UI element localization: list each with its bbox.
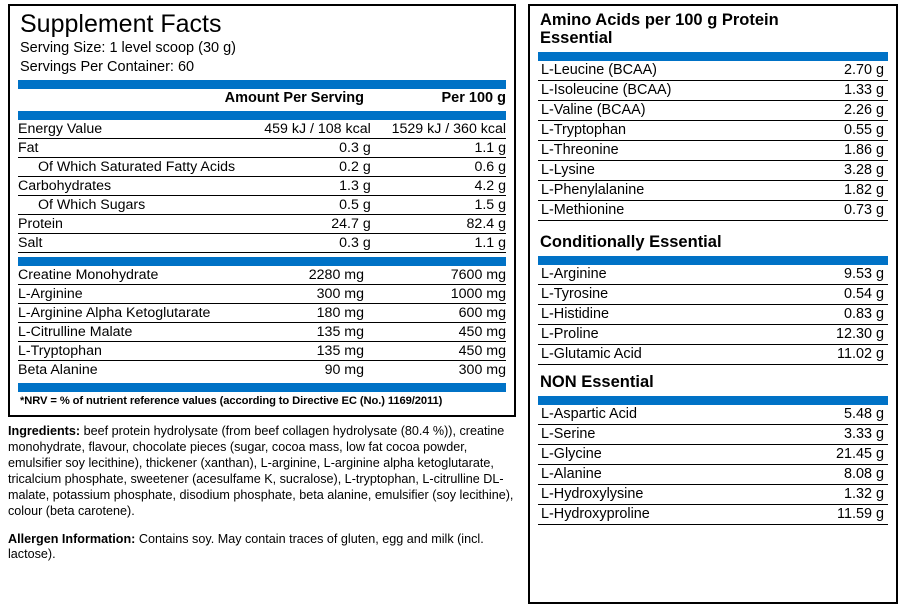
amino-name: L-Aspartic Acid bbox=[538, 405, 789, 425]
amino-value: 1.33 g bbox=[789, 80, 888, 100]
row-per100: 1.5 g bbox=[371, 196, 506, 215]
table-row bbox=[18, 120, 506, 139]
row-amount: 90 mg bbox=[324, 362, 364, 379]
row-amount: 135 mg bbox=[219, 342, 364, 361]
list-item bbox=[538, 140, 888, 160]
amino-value: 0.55 g bbox=[789, 120, 888, 140]
ingredients-text: beef protein hydrolysate (from beef collagen hydrolysate (80.4 %)), creatine monohydrate, flavour, chocolate pieces (sugar, cocoa mass, low fat cocoa powder, emulsifier soy lecithine), thickener (xanthan), L-arginine, L-arginine alpha ketoglutarate, tricalcium phosphate, sweetener (acesulfame K, sucralose), L-tryptophan, L-citrulline DL-malate, potassium phosphate, disodium phosphate, beta alanine, emulsifier (soy lecithine), colour (beta carotene). bbox=[8, 424, 514, 518]
row-name: L-Citrulline Malate bbox=[18, 323, 219, 342]
row-amount: 459 kJ / 108 kcal bbox=[235, 120, 371, 139]
amino-name: L-Proline bbox=[538, 324, 789, 344]
amino-value: 2.70 g bbox=[789, 61, 888, 81]
amino-value: 3.33 g bbox=[789, 424, 888, 444]
divider-bar-bottom bbox=[18, 383, 506, 392]
list-item bbox=[538, 284, 888, 304]
row-per100: 82.4 g bbox=[371, 215, 506, 234]
table-header-row bbox=[18, 89, 506, 107]
list-item bbox=[538, 344, 888, 364]
amino-value: 11.02 g bbox=[789, 344, 888, 364]
conditionally-essential-title: Conditionally Essential bbox=[540, 232, 722, 251]
list-item bbox=[538, 304, 888, 324]
list-item bbox=[538, 80, 888, 100]
row-per100: 7600 mg bbox=[364, 266, 506, 285]
amino-name: L-Phenylalanine bbox=[538, 180, 789, 200]
amino-value: 12.30 g bbox=[789, 324, 888, 344]
conditional-amino-table bbox=[538, 265, 888, 365]
row-name: Fat bbox=[18, 139, 235, 158]
list-item bbox=[538, 100, 888, 120]
amino-value: 2.26 g bbox=[789, 100, 888, 120]
amino-value: 3.28 g bbox=[789, 160, 888, 180]
amino-value: 0.83 g bbox=[789, 304, 888, 324]
amino-name: L-Arginine bbox=[538, 265, 789, 285]
amino-name: L-Alanine bbox=[538, 464, 789, 484]
list-item bbox=[538, 180, 888, 200]
spacer bbox=[538, 221, 888, 231]
list-item bbox=[538, 464, 888, 484]
amino-value: 5.48 g bbox=[789, 405, 888, 425]
nrv-footnote: *NRV = % of nutrient reference values (according to Directive EC (No.) 1169/2011) bbox=[20, 395, 443, 408]
amino-name: L-Glutamic Acid bbox=[538, 344, 789, 364]
amino-panel-title-line1: Amino Acids per 100 g Protein bbox=[540, 11, 779, 29]
allergen-label: Allergen Information: bbox=[8, 531, 136, 546]
table-row bbox=[18, 139, 506, 158]
row-amount: 0.5 g bbox=[235, 196, 371, 215]
row-name: Of Which Saturated Fatty Acids bbox=[18, 158, 235, 177]
divider-bar-essential bbox=[538, 52, 888, 61]
row-amount: 0.2 g bbox=[235, 158, 371, 177]
row-amount: 180 mg bbox=[219, 304, 364, 323]
allergen-block bbox=[8, 532, 516, 564]
list-item bbox=[538, 424, 888, 444]
table-row bbox=[18, 266, 506, 285]
row-name: Beta Alanine bbox=[18, 362, 98, 379]
amino-name: L-Isoleucine (BCAA) bbox=[538, 80, 789, 100]
divider-bar-header bbox=[18, 111, 506, 120]
list-item bbox=[538, 120, 888, 140]
table-row bbox=[18, 361, 506, 380]
actives-table bbox=[18, 266, 506, 379]
table-row bbox=[18, 158, 506, 177]
amino-name: L-Tryptophan bbox=[538, 120, 789, 140]
row-amount: 2280 mg bbox=[219, 266, 364, 285]
list-item bbox=[538, 265, 888, 285]
row-per100: 4.2 g bbox=[371, 177, 506, 196]
list-item bbox=[538, 504, 888, 524]
row-per100: 450 mg bbox=[364, 323, 506, 342]
amino-panel-title-line2: Essential bbox=[540, 29, 613, 48]
amino-value: 21.45 g bbox=[789, 444, 888, 464]
left-column bbox=[8, 4, 516, 604]
row-per100: 450 mg bbox=[364, 342, 506, 361]
list-item bbox=[538, 324, 888, 344]
list-item bbox=[538, 484, 888, 504]
amino-value: 1.32 g bbox=[789, 484, 888, 504]
row-per100: 1529 kJ / 360 kcal bbox=[371, 120, 506, 139]
servings-per-container: Servings Per Container: 60 bbox=[20, 58, 195, 75]
nutrition-table bbox=[18, 120, 506, 253]
amino-value: 0.73 g bbox=[789, 200, 888, 220]
column-header-amount: Amount Per Serving bbox=[224, 90, 364, 107]
ingredients-label: Ingredients: bbox=[8, 424, 81, 439]
row-name: Salt bbox=[18, 234, 235, 253]
row-name: Protein bbox=[18, 215, 235, 234]
row-name: Energy Value bbox=[18, 120, 235, 139]
non-essential-title: NON Essential bbox=[540, 372, 654, 391]
row-name: Of Which Sugars bbox=[18, 196, 235, 215]
row-per100: 1.1 g bbox=[371, 139, 506, 158]
list-item bbox=[538, 61, 888, 81]
column-header-name bbox=[18, 89, 219, 107]
amino-value: 0.54 g bbox=[789, 284, 888, 304]
amino-value: 11.59 g bbox=[789, 504, 888, 524]
table-row bbox=[18, 323, 506, 342]
amino-name: L-Methionine bbox=[538, 200, 789, 220]
row-per100: 0.6 g bbox=[371, 158, 506, 177]
table-row bbox=[18, 177, 506, 196]
table-row bbox=[18, 196, 506, 215]
row-name: L-Tryptophan bbox=[18, 342, 219, 361]
amino-name: L-Hydroxyproline bbox=[538, 504, 789, 524]
amino-name: L-Serine bbox=[538, 424, 789, 444]
amino-value: 1.86 g bbox=[789, 140, 888, 160]
amino-name: L-Hydroxylysine bbox=[538, 484, 789, 504]
serving-size: Serving Size: 1 level scoop (30 g) bbox=[20, 40, 236, 57]
row-amount: 135 mg bbox=[219, 323, 364, 342]
row-per100: 1000 mg bbox=[364, 285, 506, 304]
essential-amino-table bbox=[538, 61, 888, 221]
row-amount: 0.3 g bbox=[235, 234, 371, 253]
row-name: L-Arginine bbox=[18, 285, 219, 304]
divider-bar-conditional bbox=[538, 256, 888, 265]
amino-name: L-Histidine bbox=[538, 304, 789, 324]
row-amount: 24.7 g bbox=[235, 215, 371, 234]
non-essential-amino-table bbox=[538, 405, 888, 525]
column-header-per100: Per 100 g bbox=[441, 90, 506, 107]
amino-name: L-Glycine bbox=[538, 444, 789, 464]
amino-name: L-Leucine (BCAA) bbox=[538, 61, 789, 81]
list-item bbox=[538, 160, 888, 180]
list-item bbox=[538, 444, 888, 464]
nutrition-header-table bbox=[18, 89, 506, 107]
row-per100: 600 mg bbox=[364, 304, 506, 323]
row-per100: 300 mg bbox=[458, 362, 506, 379]
allergen-text: Contains soy. May contain traces of gluten, egg and milk (incl. lactose). bbox=[8, 531, 484, 562]
row-amount: 0.3 g bbox=[235, 139, 371, 158]
row-per100: 1.1 g bbox=[371, 234, 506, 253]
list-item bbox=[538, 200, 888, 220]
table-row bbox=[18, 342, 506, 361]
row-amount: 300 mg bbox=[219, 285, 364, 304]
list-item bbox=[538, 405, 888, 425]
amino-name: L-Valine (BCAA) bbox=[538, 100, 789, 120]
ingredients-block bbox=[8, 424, 516, 519]
amino-acids-panel bbox=[528, 4, 898, 604]
divider-bar-non-essential bbox=[538, 396, 888, 405]
row-amount: 1.3 g bbox=[235, 177, 371, 196]
amino-value: 9.53 g bbox=[789, 265, 888, 285]
divider-bar-mid bbox=[18, 257, 506, 266]
amino-name: L-Tyrosine bbox=[538, 284, 789, 304]
table-row bbox=[18, 215, 506, 234]
row-name: Creatine Monohydrate bbox=[18, 266, 219, 285]
divider-bar-top bbox=[18, 80, 506, 89]
amino-name: L-Threonine bbox=[538, 140, 789, 160]
table-row bbox=[18, 234, 506, 253]
supplement-facts-panel bbox=[8, 4, 516, 417]
table-row bbox=[18, 285, 506, 304]
page-title: Supplement Facts bbox=[20, 10, 222, 38]
row-name: L-Arginine Alpha Ketoglutarate bbox=[18, 304, 219, 323]
table-row bbox=[18, 304, 506, 323]
amino-value: 1.82 g bbox=[789, 180, 888, 200]
amino-name: L-Lysine bbox=[538, 160, 789, 180]
row-name: Carbohydrates bbox=[18, 177, 235, 196]
amino-value: 8.08 g bbox=[789, 464, 888, 484]
